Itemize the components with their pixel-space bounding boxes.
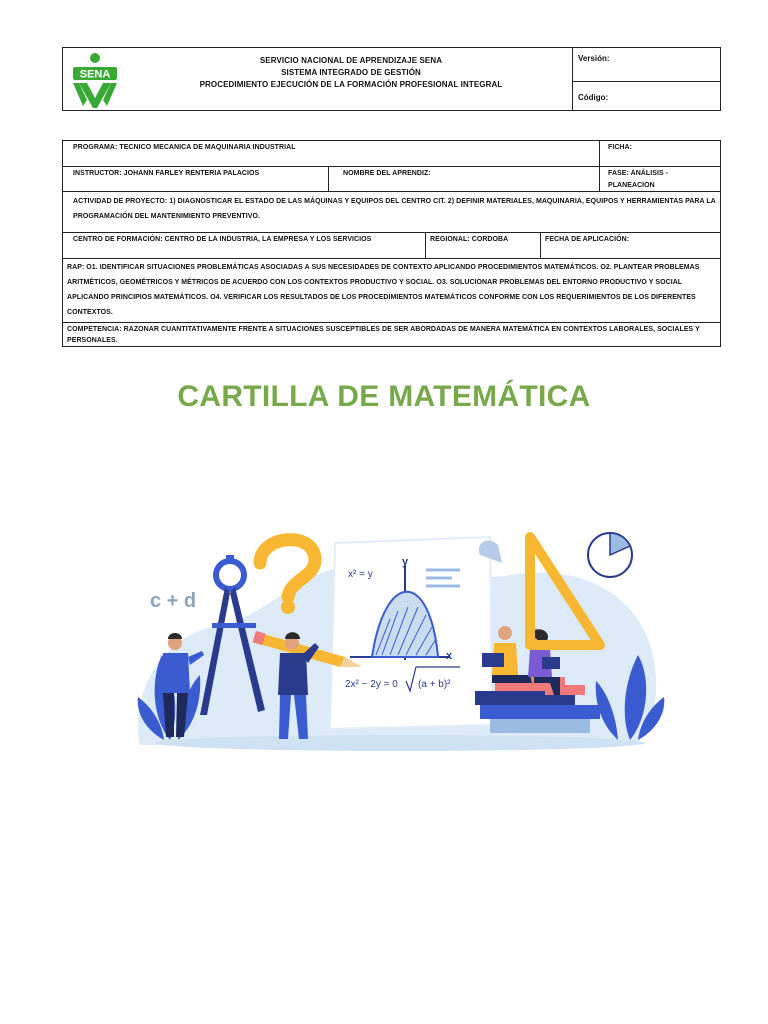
cell-instructor: INSTRUCTOR: JOHANN FARLEY RENTERIA PALACIOS — [73, 170, 260, 177]
cell-aprendiz: NOMBRE DEL APRENDIZ: — [328, 167, 599, 191]
row-instructor — [63, 167, 720, 192]
formula-root: (a + b)² — [418, 679, 451, 690]
row-centro — [63, 233, 720, 259]
math-illustration — [130, 515, 670, 755]
axis-x-label: x — [446, 650, 453, 662]
procedure-name: PROCEDIMIENTO EJECUCIÓN DE LA FORMACIÓN PROFESIONAL INTEGRAL — [199, 80, 503, 89]
header-titles — [131, 55, 571, 91]
logo-text: SENA — [79, 68, 111, 81]
axis-y-label: y — [402, 556, 409, 568]
cell-rap: RAP: O1. IDENTIFICAR SITUACIONES PROBLEMÁTICAS ASOCIADAS A SUS NECESIDADES DE CONTEXTO APLICANDO PROCEDIMIENTOS MATEMÁTICOS. O2. PLANTEAR PROBLEMAS ARITMÉTICOS, GEOMÉTRICOS Y MÉTRICOS DE ACUERDO CON LOS CONTEXTOS PRODUCTIVO Y SOCIAL. O3. SOLUCIONAR PROBLEMAS DEL ENTORNO PRODUCTIVO Y SOCIAL APLICANDO PRINCIPIOS MATEMÁTICOS. O4. VERIFICAR LOS RESULTADOS DE LOS PROCEDIMIENTOS MATEMÁTICOS CONFORME CON LOS REQUERIMIENTOS DE LOS DIFERENTES CONTEXTOS. — [67, 264, 700, 316]
info-table — [62, 140, 721, 347]
cell-regional: REGIONAL: CORDOBA — [425, 233, 540, 258]
row-actividad — [63, 192, 720, 233]
org-name: SERVICIO NACIONAL DE APRENDIZAJE SENA — [259, 56, 443, 65]
floor-shadow — [155, 735, 645, 751]
cell-actividad: ACTIVIDAD DE PROYECTO: 1) DIAGNOSTICAR EL ESTADO DE LAS MÁQUINAS Y EQUIPOS DEL CENTRO CIT. 2) DEFINIR MATERIALES, MAQUINARIA, EQUIPOS Y HERRAMIENTAS PARA LA PROGRAMACIÓN DEL MANTENIMIENTO PREVENTIVO. — [73, 198, 716, 220]
cell-competencia: COMPETENCIA: RAZONAR CUANTITATIVAMENTE FRENTE A SITUACIONES SUSCEPTIBLES DE SER ABORDADAS DE MANERA MATEMÁTICA EN CONTEXTOS LABORALES, SOCIALES Y PERSONALES. — [67, 326, 700, 344]
header-divider-h — [572, 81, 720, 82]
sena-logo — [65, 50, 125, 110]
code-label: Código: — [578, 93, 609, 102]
system-name: SISTEMA INTEGRADO DE GESTIÓN — [281, 68, 421, 77]
row-rap — [63, 259, 720, 323]
cell-fase: FASE: ANÁLISIS - PLANEACION — [599, 167, 720, 191]
row-competencia — [63, 323, 720, 346]
document-header — [62, 47, 721, 111]
cell-fecha: FECHA DE APLICACIÓN: — [540, 233, 720, 258]
formula-x2: x² = y — [348, 569, 373, 580]
formula-equation: 2x² − 2y = 0 — [345, 679, 398, 690]
cell-centro: CENTRO DE FORMACIÓN: CENTRO DE LA INDUSTRIA, LA EMPRESA Y LOS SERVICIOS — [73, 236, 372, 243]
header-divider-v — [572, 48, 573, 110]
formula-cd: c + d — [150, 590, 197, 612]
row-programa — [63, 141, 720, 167]
page-title: CARTILLA DE MATEMÁTICA — [177, 380, 591, 413]
pie-chart-icon — [588, 533, 632, 577]
cell-programa: PROGRAMA: TECNICO MECANICA DE MAQUINARIA INDUSTRIAL — [73, 144, 296, 151]
cell-ficha: FICHA: — [599, 141, 720, 166]
version-label: Versión: — [578, 54, 610, 63]
